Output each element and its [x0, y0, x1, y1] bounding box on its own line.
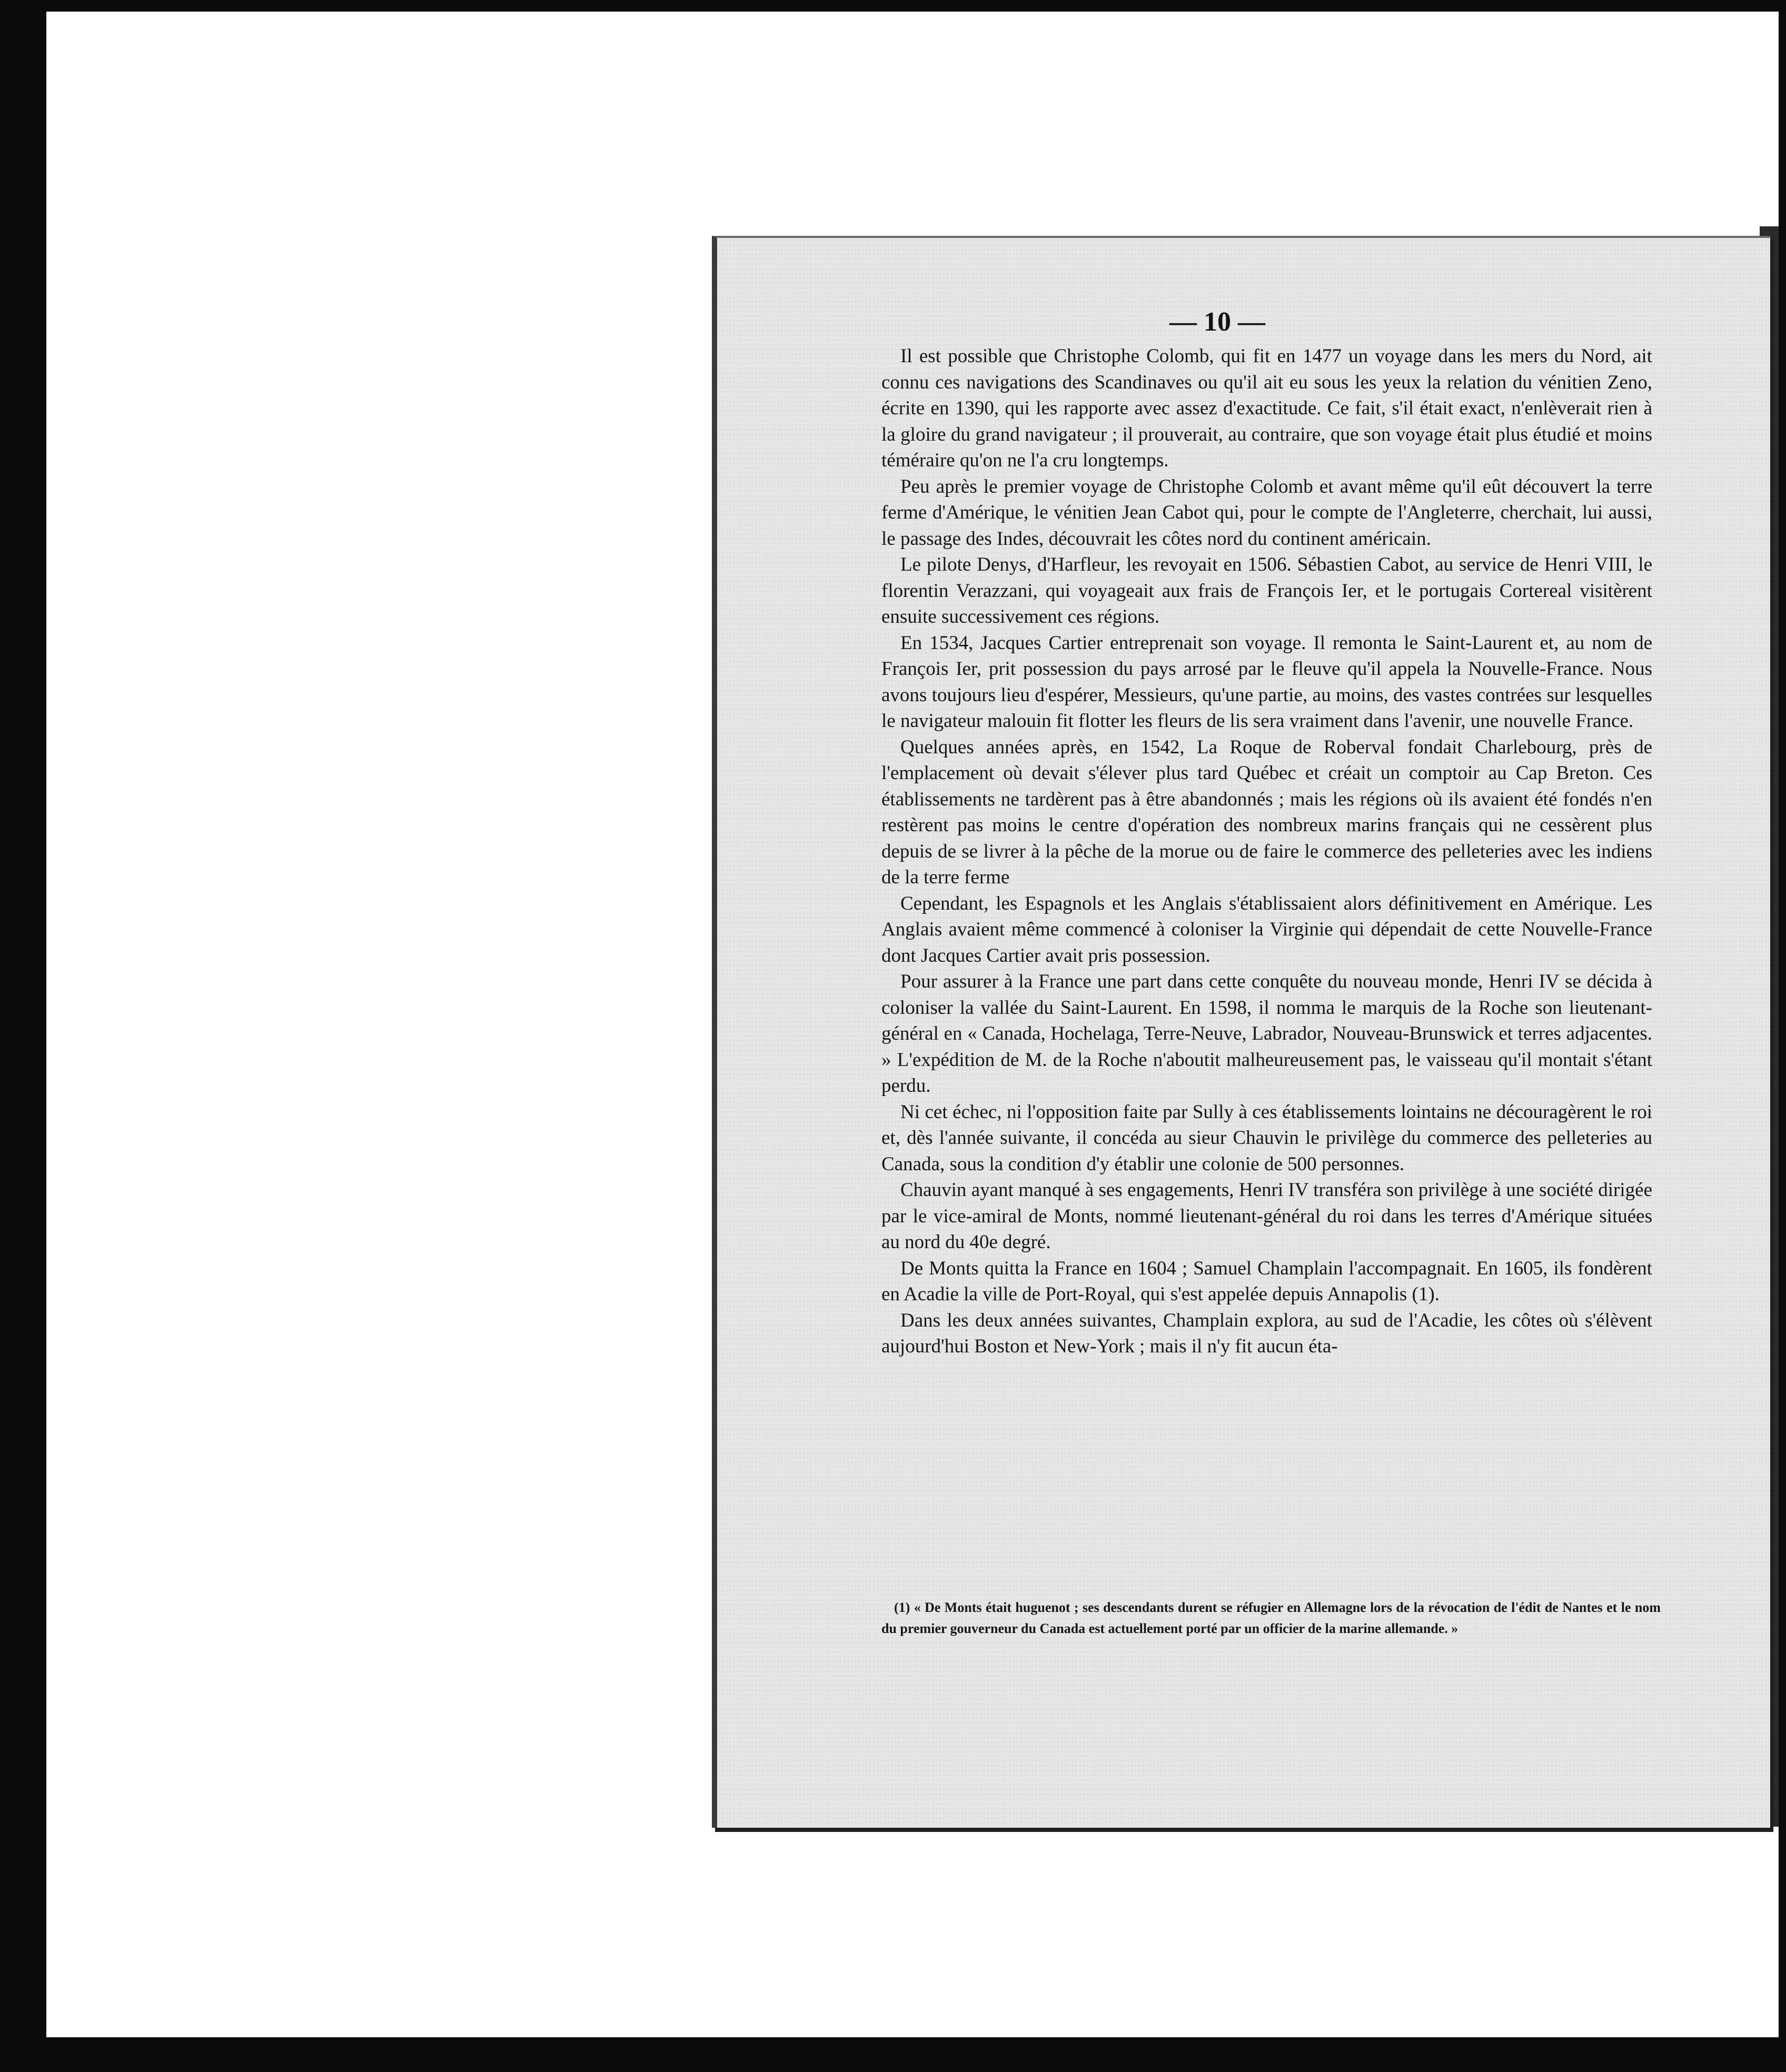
paragraph: Il est possible que Christophe Colomb, qui fit en 1477 un voyage dans les mers du Nord, ait connu ces navigations des Scandinaves ou qu'il ait eu sous les yeux la relation du vénitien Zeno, écrite en 1390, qui les rapporte avec assez d'exactitude. Ce fait, s'il était exact, n'enlèverait rien à la gloire du grand navigateur ; il prouverait, au contraire, que son voyage était plus étudié et moins téméraire qu'on ne l'a cru longtemps.	[881, 345, 1652, 471]
paragraph: Quelques années après, en 1542, La Roque de Roberval fondait Charlebourg, près de l'emplacement où devait s'élever plus tard Québec et créait un comptoir au Cap Breton. Ces établissements ne tardèrent pas à être abandonnés ; mais les régions où ils avaient été fondés n'en restèrent pas moins le centre d'opération des nombreux marins français qui ne cessèrent plus depuis de se livrer à la pêche de la morue ou de faire le commerce des pelleteries avec les indiens de la terre ferme	[881, 736, 1652, 888]
paragraph: Le pilote Denys, d'Harfleur, les revoyait en 1506. Sébastien Cabot, au service de Henri VIII, le florentin Verazzani, qui voyageait aux frais de François Ier, et le portugais Cortereal visitèrent ensuite successivement ces régions.	[881, 554, 1652, 627]
paragraph: Ni cet échec, ni l'opposition faite par Sully à ces établissements lointains ne découragèrent le roi et, dès l'année suivante, il concéda au sieur Chauvin le privilège du commerce des pelleteries au Canada, sous la condition d'y établir une colonie de 500 personnes.	[881, 1101, 1652, 1175]
scanned-page	[712, 236, 1770, 1828]
scan-border-bottom	[0, 2037, 1786, 2072]
footnote: (1) « De Monts était huguenot ; ses descendants durent se réfugier en Allemagne lors de la révocation de l'édit de Nantes et le nom du premier gouverneur du Canada est actuellement porté par un officier de la marine allemande. »	[881, 1600, 1661, 1636]
page-number: — 10 —	[1169, 307, 1265, 337]
paragraph: Pour assurer à la France une part dans cette conquête du nouveau monde, Henri IV se décida à coloniser la vallée du Saint-Laurent. En 1598, il nomma le marquis de la Roche son lieutenant-général en « Canada, Hochelaga, Terre-Neuve, Labrador, Nouveau-Brunswick et terres adjacentes. » L'expédition de M. de la Roche n'aboutit malheureusement pas, le vaisseau qu'il montait s'étant perdu.	[881, 971, 1652, 1097]
paragraph: En 1534, Jacques Cartier entreprenait son voyage. Il remonta le Saint-Laurent et, au nom de François Ier, prit possession du pays arrosé par le fleuve qu'il appela la Nouvelle-France. Nous avons toujours lieu d'espérer, Messieurs, qu'une partie, au moins, des vastes contrées sur lesquelles le navigateur malouin fit flotter les fleurs de lis sera vraiment dans l'avenir, une nouvelle France.	[881, 632, 1652, 732]
paragraph: Cependant, les Espagnols et les Anglais s'établissaient alors définitivement en Amérique. Les Anglais avaient même commencé à coloniser la Virginie qui dépendait de cette Nouvelle-France dont Jacques Cartier avait pris possession.	[881, 892, 1652, 967]
body-text	[881, 343, 1652, 1360]
paragraph: Dans les deux années suivantes, Champlain explora, au sud de l'Acadie, les côtes où s'élèvent aujourd'hui Boston et New-York ; mais il n'y fit aucun éta-	[881, 1309, 1652, 1357]
paragraph: De Monts quitta la France en 1604 ; Samuel Champlain l'accompagnait. En 1605, ils fondèrent en Acadie la ville de Port-Royal, qui s'est appelée depuis Annapolis (1).	[881, 1257, 1652, 1305]
scan-border-left	[0, 0, 46, 2072]
paragraph: Peu après le premier voyage de Christophe Colomb et avant même qu'il eût découvert la terre ferme d'Amérique, le vénitien Jean Cabot qui, pour le compte de l'Angleterre, cherchait, lui aussi, le passage des Indes, découvrait les côtes nord du continent américain.	[881, 475, 1652, 550]
paragraph: Chauvin ayant manqué à ses engagements, Henri IV transféra son privilège à une société dirigée par le vice-amiral de Monts, nommé lieutenant-général du roi dans les terres d'Amérique situées au nord du 40e degré.	[881, 1179, 1652, 1253]
scan-border-right	[1779, 0, 1786, 2072]
scan-border-top	[0, 0, 1786, 12]
